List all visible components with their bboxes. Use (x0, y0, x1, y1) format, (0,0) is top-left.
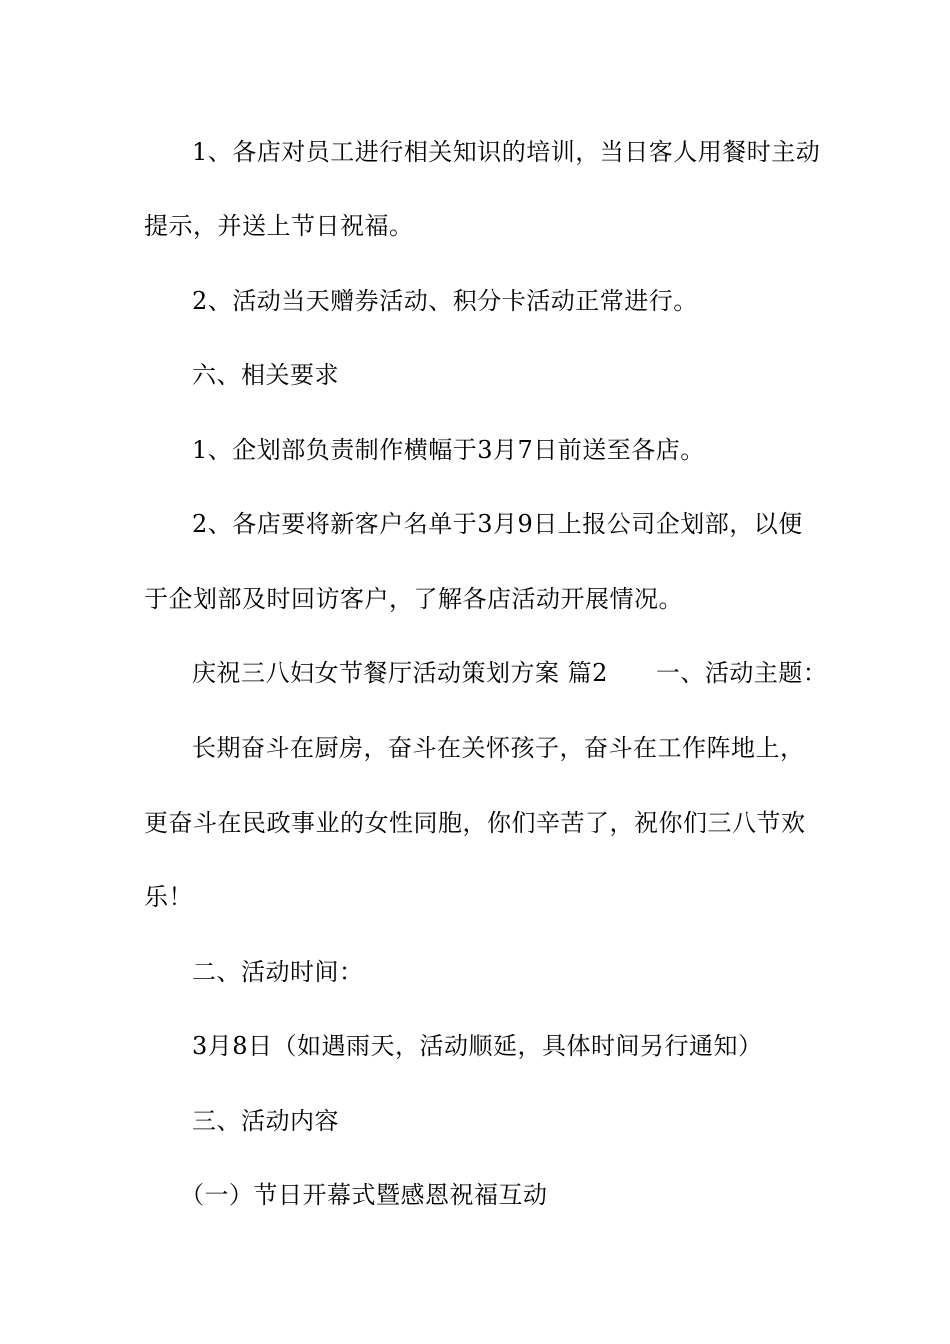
section-heading-time: 二、活动时间： (192, 958, 364, 986)
paragraph-line-2: 提示，并送上节日祝福。 (144, 212, 414, 240)
article-title-line (192, 658, 827, 688)
section-heading-theme: 一、活动主题： (655, 659, 828, 687)
subsection-heading-1: （一）节日开幕式暨感恩祝福互动 (180, 1181, 548, 1209)
paragraph-line-7: 于企划部及时回访客户，了解各店活动开展情况。 (144, 585, 683, 613)
section-heading-content: 三、活动内容 (192, 1107, 339, 1135)
paragraph-line-1: 1、各店对员工进行相关知识的培训，当日客人用餐时主动 (192, 138, 821, 166)
paragraph-line-9: 长期奋斗在厨房，奋斗在关怀孩子，奋斗在工作阵地上， (192, 734, 805, 762)
paragraph-line-3: 2、活动当天赠券活动、积分卡活动正常进行。 (192, 287, 698, 315)
paragraph-line-13: 3月8日（如遇雨天，活动顺延，具体时间另行通知） (192, 1032, 763, 1060)
paragraph-line-5: 1、企划部负责制作横幅于3月7日前送至各店。 (192, 436, 705, 464)
paragraph-line-6: 2、各店要将新客户名单于3月9日上报公司企划部，以便 (192, 510, 803, 538)
article-title: 庆祝三八妇女节餐厅活动策划方案 篇2 (192, 659, 608, 687)
paragraph-line-11: 乐！ (144, 883, 193, 911)
section-heading-6: 六、相关要求 (192, 361, 339, 389)
paragraph-line-10: 更奋斗在民政事业的女性同胞，你们辛苦了，祝你们三八节欢 (144, 809, 806, 837)
